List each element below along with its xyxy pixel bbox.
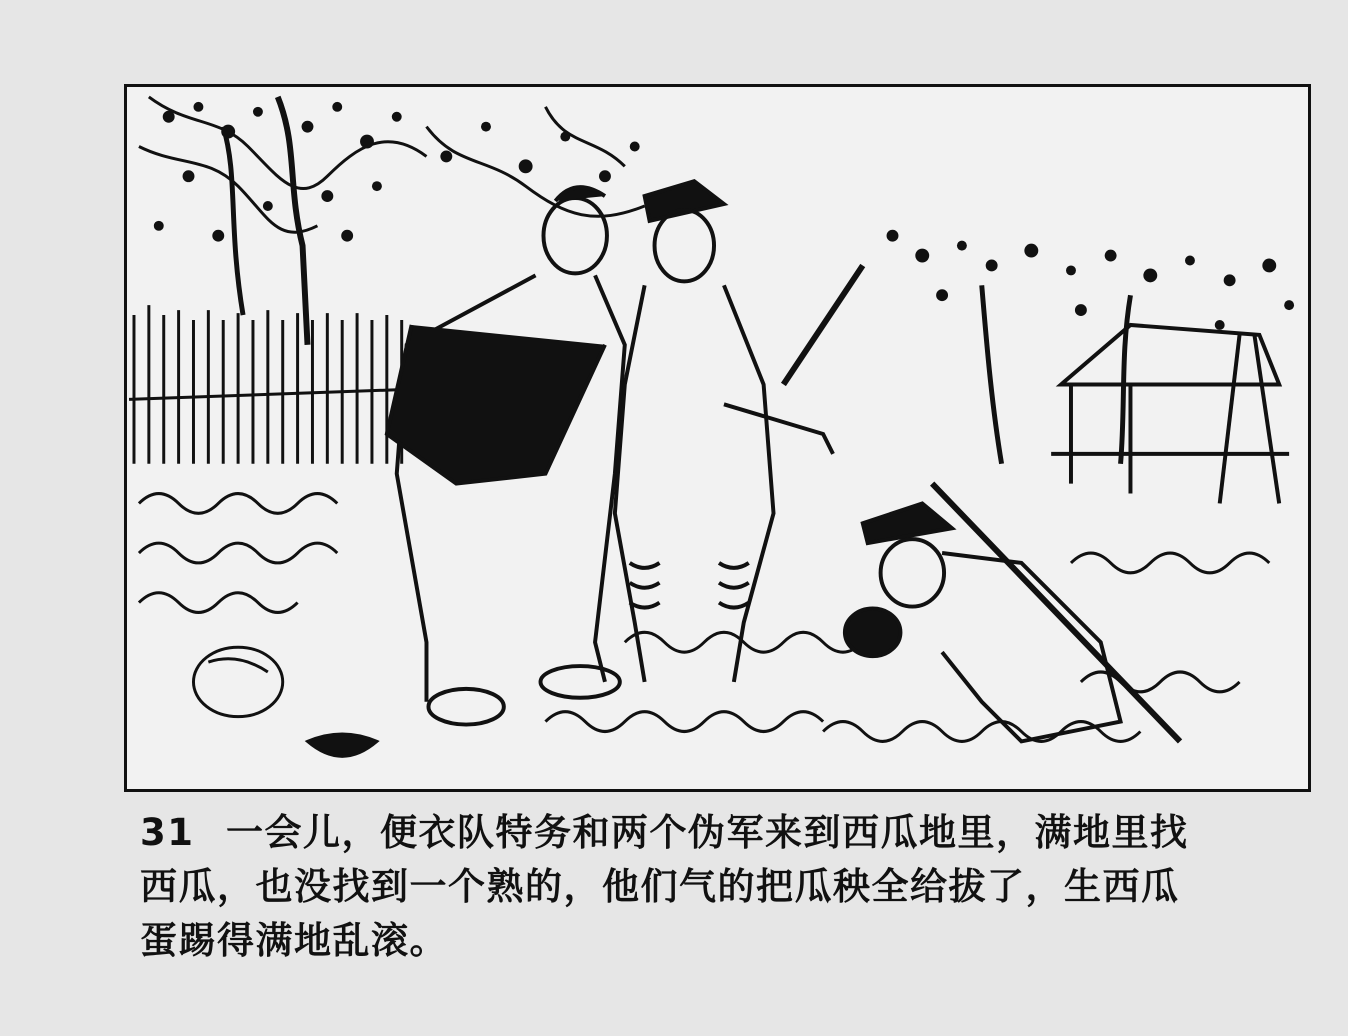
tree-trunks-right xyxy=(982,285,1131,463)
figure-plainclothes-agent xyxy=(387,187,625,724)
tree-foliage-dots xyxy=(154,102,640,242)
illustration-panel xyxy=(124,84,1311,792)
comic-panel-illustration xyxy=(127,87,1308,789)
frame-number: 31 xyxy=(140,811,195,854)
figure-soldier-crouching xyxy=(845,484,1180,742)
caption-line-1-text: 一会儿，便衣队特务和两个伪军来到西瓜地里，满地里找 xyxy=(226,811,1189,854)
figure-soldier-standing xyxy=(615,181,863,682)
caption-line-1 xyxy=(140,806,1300,860)
caption-text xyxy=(140,806,1300,968)
melon-vines xyxy=(139,494,1269,742)
fence-left xyxy=(129,305,407,464)
melon-shed xyxy=(1051,325,1289,503)
caption-line-2: 西瓜，也没找到一个熟的，他们气的把瓜秧全给拔了，生西瓜 xyxy=(140,865,1180,908)
broken-bowl xyxy=(308,734,377,756)
caption-line-3: 蛋踢得满地乱滚。 xyxy=(140,919,448,962)
watermelon xyxy=(193,647,282,716)
tree-canopy-right xyxy=(887,230,1295,330)
